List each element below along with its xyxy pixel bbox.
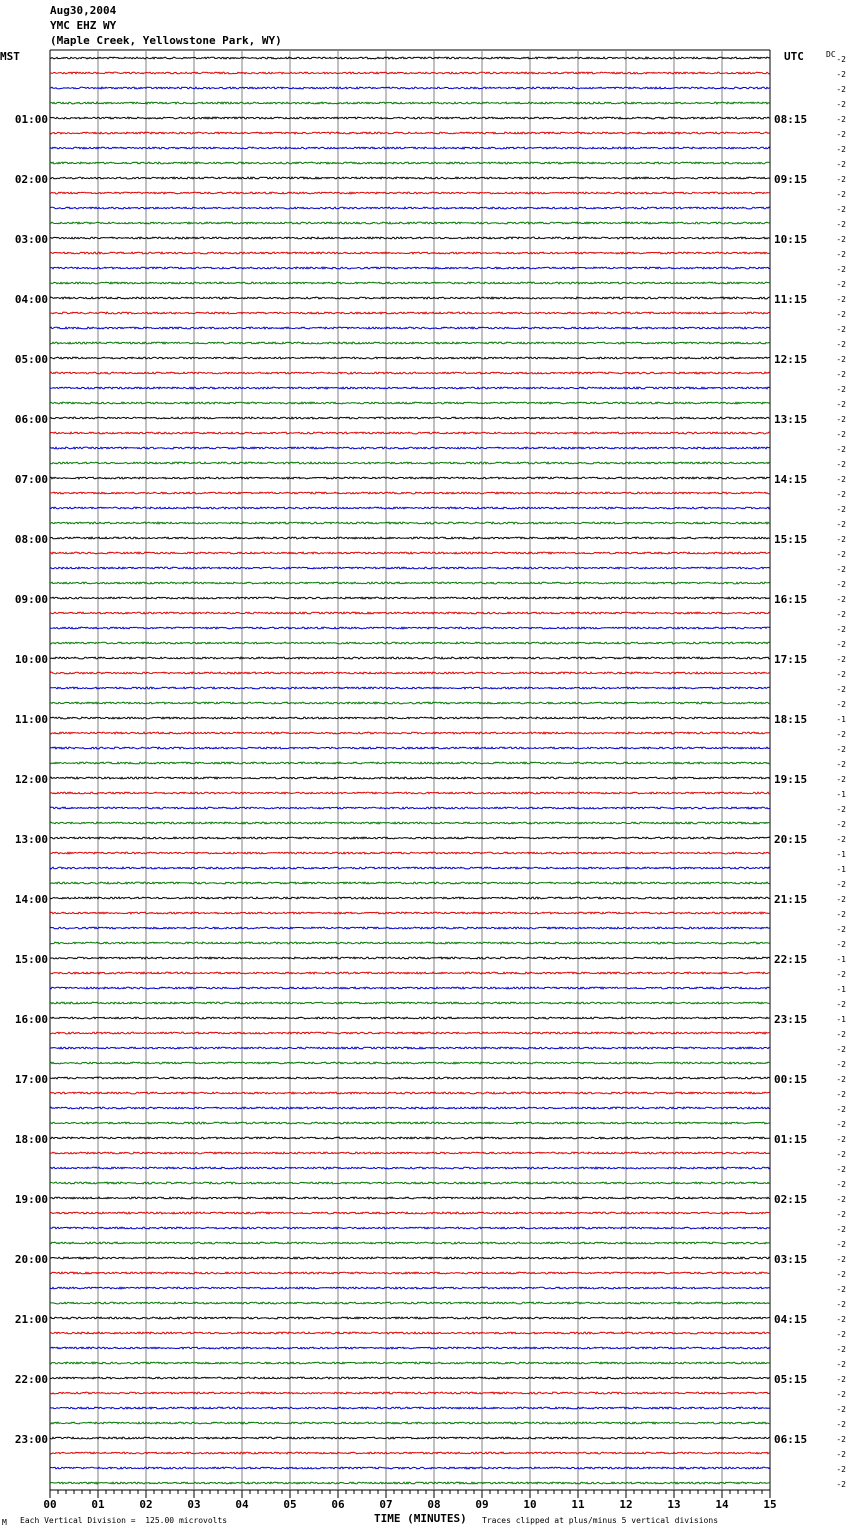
trace-line: [50, 597, 770, 599]
trace-dc-offset-label: -2: [836, 1390, 846, 1399]
trace-dc-offset-label: -2: [836, 445, 846, 454]
trace-dc-offset-label: -2: [836, 1150, 846, 1159]
trace-dc-offset-label: -2: [836, 580, 846, 589]
x-tick-label: 05: [283, 1498, 297, 1511]
trace-dc-offset-label: -2: [836, 1105, 846, 1114]
trace-line: [50, 1287, 770, 1289]
trace-line: [50, 477, 770, 479]
utc-hour-label: 18:15: [774, 713, 808, 726]
trace-line: [50, 447, 770, 449]
trace-line: [50, 657, 770, 659]
trace-line: [50, 867, 770, 869]
trace-dc-offset-label: -2: [836, 1405, 846, 1414]
trace-dc-offset-label: -2: [836, 1060, 846, 1069]
trace-dc-offset-label: -2: [836, 925, 846, 934]
trace-line: [50, 1137, 770, 1139]
trace-dc-offset-label: -2: [836, 820, 846, 829]
trace-dc-offset-label: -2: [836, 1435, 846, 1444]
trace-dc-offset-label: -2: [836, 1285, 846, 1294]
utc-hour-label: 20:15: [774, 833, 808, 846]
trace-dc-offset-label: -1: [836, 1015, 846, 1024]
trace-line: [50, 1212, 770, 1214]
trace-dc-offset-label: -1: [836, 790, 846, 799]
trace-line: [50, 987, 770, 989]
utc-hour-label: 09:15: [774, 173, 808, 186]
trace-dc-offset-label: -1: [836, 865, 846, 874]
trace-line: [50, 432, 770, 434]
trace-dc-offset-label: -2: [836, 805, 846, 814]
trace-dc-offset-label: -2: [836, 520, 846, 529]
trace-dc-offset-label: -2: [836, 880, 846, 889]
trace-dc-offset-label: -2: [836, 1330, 846, 1339]
trace-line: [50, 402, 770, 404]
mst-hour-label: 10:00: [14, 653, 48, 666]
trace-dc-offset-label: -2: [836, 280, 846, 289]
trace-line: [50, 507, 770, 509]
trace-line: [50, 1227, 770, 1229]
trace-dc-offset-label: -2: [836, 610, 846, 619]
scale-note: Each Vertical Division = 125.00 microvolts: [20, 1516, 228, 1525]
trace-line: [50, 807, 770, 809]
utc-hour-label: 05:15: [774, 1373, 808, 1386]
trace-dc-offset-label: -2: [836, 640, 846, 649]
trace-line: [50, 1092, 770, 1094]
trace-line: [50, 1377, 770, 1379]
trace-line: [50, 702, 770, 704]
trace-dc-offset-label: -2: [836, 295, 846, 304]
x-tick-label: 04: [235, 1498, 249, 1511]
trace-line: [50, 1422, 770, 1424]
trace-line: [50, 762, 770, 764]
mst-hour-label: 01:00: [14, 113, 48, 126]
trace-line: [50, 372, 770, 374]
x-tick-label: 12: [619, 1498, 633, 1511]
trace-line: [50, 972, 770, 974]
trace-dc-offset-label: -2: [836, 340, 846, 349]
trace-dc-offset-label: -2: [836, 100, 846, 109]
mst-hour-label: 23:00: [14, 1433, 48, 1446]
trace-dc-offset-label: -2: [836, 535, 846, 544]
trace-line: [50, 237, 770, 239]
x-tick-label: 03: [187, 1498, 201, 1511]
trace-dc-offset-label: -2: [836, 1210, 846, 1219]
trace-dc-offset-label: -2: [836, 550, 846, 559]
mst-hour-label: 13:00: [14, 833, 48, 846]
trace-line: [50, 1392, 770, 1394]
trace-line: [50, 1182, 770, 1184]
utc-hour-label: 12:15: [774, 353, 808, 366]
trace-dc-offset-label: -2: [836, 475, 846, 484]
trace-line: [50, 672, 770, 674]
utc-hour-label: 00:15: [774, 1073, 808, 1086]
trace-dc-offset-label: -2: [836, 115, 846, 124]
trace-line: [50, 582, 770, 584]
mst-hour-label: 03:00: [14, 233, 48, 246]
trace-line: [50, 282, 770, 284]
mst-hour-label: 17:00: [14, 1073, 48, 1086]
trace-line: [50, 627, 770, 629]
trace-line: [50, 417, 770, 419]
utc-hour-label: 06:15: [774, 1433, 808, 1446]
x-tick-label: 01: [91, 1498, 105, 1511]
trace-line: [50, 1062, 770, 1064]
trace-line: [50, 117, 770, 119]
station-code: YMC EHZ WY: [50, 19, 117, 32]
trace-line: [50, 192, 770, 194]
trace-dc-offset-label: -2: [836, 1255, 846, 1264]
trace-dc-offset-label: -2: [836, 385, 846, 394]
trace-dc-offset-label: -2: [836, 1225, 846, 1234]
trace-dc-offset-label: -2: [836, 1375, 846, 1384]
trace-line: [50, 912, 770, 914]
trace-line: [50, 1347, 770, 1349]
trace-line: [50, 642, 770, 644]
mst-hour-label: 04:00: [14, 293, 48, 306]
trace-dc-offset-label: -1: [836, 850, 846, 859]
utc-hour-label: 04:15: [774, 1313, 808, 1326]
trace-dc-offset-label: -2: [836, 235, 846, 244]
trace-line: [50, 1242, 770, 1244]
mst-hour-label: 05:00: [14, 353, 48, 366]
trace-dc-offset-label: -2: [836, 1270, 846, 1279]
x-tick-label: 09: [475, 1498, 489, 1511]
mst-hour-label: 07:00: [14, 473, 48, 486]
x-tick-label: 15: [763, 1498, 777, 1511]
trace-dc-offset-label: -2: [836, 745, 846, 754]
utc-hour-label: 16:15: [774, 593, 808, 606]
trace-dc-offset-label: -2: [836, 1135, 846, 1144]
x-tick-label: 08: [427, 1498, 441, 1511]
trace-line: [50, 1197, 770, 1199]
mst-hour-label: 22:00: [14, 1373, 48, 1386]
mst-hour-label: 18:00: [14, 1133, 48, 1146]
right-zone-label: UTC: [784, 50, 804, 63]
trace-line: [50, 102, 770, 104]
trace-dc-offset-label: -1: [836, 985, 846, 994]
trace-line: [50, 957, 770, 959]
trace-dc-offset-label: -2: [836, 835, 846, 844]
trace-dc-offset-label: -2: [836, 1420, 846, 1429]
utc-hour-label: 19:15: [774, 773, 808, 786]
x-tick-label: 11: [571, 1498, 585, 1511]
trace-dc-offset-label: -2: [836, 1090, 846, 1099]
trace-dc-offset-label: -2: [836, 940, 846, 949]
trace-dc-offset-label: -2: [836, 310, 846, 319]
trace-line: [50, 387, 770, 389]
trace-line: [50, 312, 770, 314]
trace-line: [50, 717, 770, 719]
trace-line: [50, 252, 770, 254]
trace-dc-offset-label: -2: [836, 910, 846, 919]
mst-hour-label: 08:00: [14, 533, 48, 546]
trace-line: [50, 522, 770, 524]
trace-line: [50, 777, 770, 779]
trace-dc-offset-label: -2: [836, 760, 846, 769]
trace-dc-offset-label: -2: [836, 895, 846, 904]
trace-line: [50, 147, 770, 149]
trace-dc-offset-label: -2: [836, 1120, 846, 1129]
trace-dc-offset-label: -2: [836, 130, 846, 139]
mst-hour-label: 02:00: [14, 173, 48, 186]
trace-line: [50, 1002, 770, 1004]
trace-line: [50, 837, 770, 839]
x-tick-label: 07: [379, 1498, 393, 1511]
trace-line: [50, 537, 770, 539]
trace-dc-offset-label: -2: [836, 370, 846, 379]
utc-hour-label: 10:15: [774, 233, 808, 246]
trace-line: [50, 1467, 770, 1469]
trace-line: [50, 57, 770, 59]
trace-dc-offset-label: -2: [836, 1195, 846, 1204]
trace-dc-offset-label: -2: [836, 1480, 846, 1489]
trace-line: [50, 1152, 770, 1154]
trace-line: [50, 1017, 770, 1019]
mst-hour-label: 15:00: [14, 953, 48, 966]
trace-dc-offset-label: -2: [836, 685, 846, 694]
trace-line: [50, 327, 770, 329]
trace-dc-offset-label: -1: [836, 715, 846, 724]
trace-line: [50, 1482, 770, 1484]
trace-line: [50, 687, 770, 689]
trace-line: [50, 222, 770, 224]
trace-line: [50, 492, 770, 494]
trace-dc-offset-label: -2: [836, 400, 846, 409]
trace-dc-offset-label: -2: [836, 730, 846, 739]
trace-line: [50, 732, 770, 734]
trace-dc-offset-label: -2: [836, 250, 846, 259]
trace-dc-offset-label: -2: [836, 205, 846, 214]
trace-line: [50, 357, 770, 359]
left-zone-label: MST: [0, 50, 20, 63]
mst-hour-label: 11:00: [14, 713, 48, 726]
x-tick-label: 00: [43, 1498, 57, 1511]
trace-line: [50, 942, 770, 944]
trace-dc-offset-label: -2: [836, 565, 846, 574]
x-tick-label: 13: [667, 1498, 681, 1511]
mst-hour-label: 20:00: [14, 1253, 48, 1266]
trace-line: [50, 852, 770, 854]
trace-line: [50, 1332, 770, 1334]
trace-dc-offset-label: -2: [836, 85, 846, 94]
trace-line: [50, 1107, 770, 1109]
trace-line: [50, 612, 770, 614]
trace-dc-offset-label: -2: [836, 190, 846, 199]
trace-dc-offset-label: -2: [836, 490, 846, 499]
trace-line: [50, 1122, 770, 1124]
trace-dc-offset-label: -2: [836, 160, 846, 169]
clip-note: Traces clipped at plus/minus 5 vertical divisions: [482, 1516, 719, 1525]
record-date: Aug30,2004: [50, 4, 117, 17]
trace-dc-offset-label: -2: [836, 700, 846, 709]
trace-dc-offset-label: -2: [836, 460, 846, 469]
trace-line: [50, 72, 770, 74]
trace-dc-offset-label: -1: [836, 955, 846, 964]
trace-line: [50, 342, 770, 344]
trace-line: [50, 927, 770, 929]
trace-line: [50, 87, 770, 89]
utc-hour-label: 13:15: [774, 413, 808, 426]
trace-dc-offset-label: -2: [836, 1360, 846, 1369]
trace-line: [50, 1317, 770, 1319]
x-tick-label: 14: [715, 1498, 729, 1511]
utc-hour-label: 14:15: [774, 473, 808, 486]
trace-dc-offset-label: -2: [836, 505, 846, 514]
trace-line: [50, 792, 770, 794]
mst-hour-label: 21:00: [14, 1313, 48, 1326]
trace-dc-offset-label: -2: [836, 415, 846, 424]
trace-dc-offset-label: -2: [836, 1450, 846, 1459]
trace-line: [50, 1452, 770, 1454]
mst-hour-label: 16:00: [14, 1013, 48, 1026]
trace-dc-offset-label: -2: [836, 325, 846, 334]
trace-line: [50, 1302, 770, 1304]
utc-hour-label: 03:15: [774, 1253, 808, 1266]
trace-dc-offset-label: -2: [836, 1240, 846, 1249]
utc-hour-label: 15:15: [774, 533, 808, 546]
trace-line: [50, 897, 770, 899]
trace-dc-offset-label: -2: [836, 625, 846, 634]
trace-line: [50, 1362, 770, 1364]
x-tick-label: 06: [331, 1498, 345, 1511]
trace-line: [50, 1047, 770, 1049]
trace-dc-offset-label: -2: [836, 1000, 846, 1009]
trace-dc-offset-label: -2: [836, 1180, 846, 1189]
trace-line: [50, 162, 770, 164]
trace-line: [50, 177, 770, 179]
trace-line: [50, 1257, 770, 1259]
x-axis-title: TIME (MINUTES): [374, 1512, 467, 1525]
trace-dc-offset-label: -2: [836, 970, 846, 979]
utc-hour-label: 01:15: [774, 1133, 808, 1146]
mst-hour-label: 12:00: [14, 773, 48, 786]
trace-dc-offset-label: -2: [836, 1075, 846, 1084]
dc-label: DC: [826, 50, 836, 59]
utc-hour-label: 22:15: [774, 953, 808, 966]
mst-hour-label: 09:00: [14, 593, 48, 606]
station-location: (Maple Creek, Yellowstone Park, WY): [50, 34, 282, 47]
trace-dc-offset-label: -2: [836, 55, 846, 64]
trace-dc-offset-label: -2: [836, 1465, 846, 1474]
trace-dc-offset-label: -2: [836, 70, 846, 79]
trace-dc-offset-label: -2: [836, 1165, 846, 1174]
trace-line: [50, 462, 770, 464]
trace-dc-offset-label: -2: [836, 175, 846, 184]
trace-dc-offset-label: -2: [836, 145, 846, 154]
trace-dc-offset-label: -2: [836, 775, 846, 784]
utc-hour-label: 21:15: [774, 893, 808, 906]
trace-dc-offset-label: -2: [836, 595, 846, 604]
trace-line: [50, 1272, 770, 1274]
utc-hour-label: 23:15: [774, 1013, 808, 1026]
trace-dc-offset-label: -2: [836, 355, 846, 364]
mst-hour-label: 06:00: [14, 413, 48, 426]
trace-line: [50, 297, 770, 299]
trace-line: [50, 132, 770, 134]
trace-dc-offset-label: -2: [836, 1045, 846, 1054]
trace-dc-offset-label: -2: [836, 1300, 846, 1309]
trace-dc-offset-label: -2: [836, 655, 846, 664]
trace-dc-offset-label: -2: [836, 1345, 846, 1354]
mst-hour-label: 14:00: [14, 893, 48, 906]
x-tick-label: 02: [139, 1498, 153, 1511]
trace-dc-offset-label: -2: [836, 220, 846, 229]
trace-dc-offset-label: -2: [836, 1030, 846, 1039]
trace-line: [50, 1407, 770, 1409]
trace-line: [50, 882, 770, 884]
trace-line: [50, 552, 770, 554]
trace-dc-offset-label: -2: [836, 1315, 846, 1324]
trace-line: [50, 822, 770, 824]
trace-dc-offset-label: -2: [836, 265, 846, 274]
corner-mark: M: [2, 1518, 7, 1527]
utc-hour-label: 17:15: [774, 653, 808, 666]
mst-hour-label: 19:00: [14, 1193, 48, 1206]
utc-hour-label: 11:15: [774, 293, 808, 306]
trace-line: [50, 1032, 770, 1034]
utc-hour-label: 08:15: [774, 113, 808, 126]
trace-line: [50, 567, 770, 569]
utc-hour-label: 02:15: [774, 1193, 808, 1206]
trace-line: [50, 747, 770, 749]
trace-line: [50, 1167, 770, 1169]
trace-line: [50, 1077, 770, 1079]
trace-dc-offset-label: -2: [836, 430, 846, 439]
trace-line: [50, 207, 770, 209]
x-tick-label: 10: [523, 1498, 537, 1511]
trace-line: [50, 1437, 770, 1439]
trace-line: [50, 267, 770, 269]
trace-dc-offset-label: -2: [836, 670, 846, 679]
